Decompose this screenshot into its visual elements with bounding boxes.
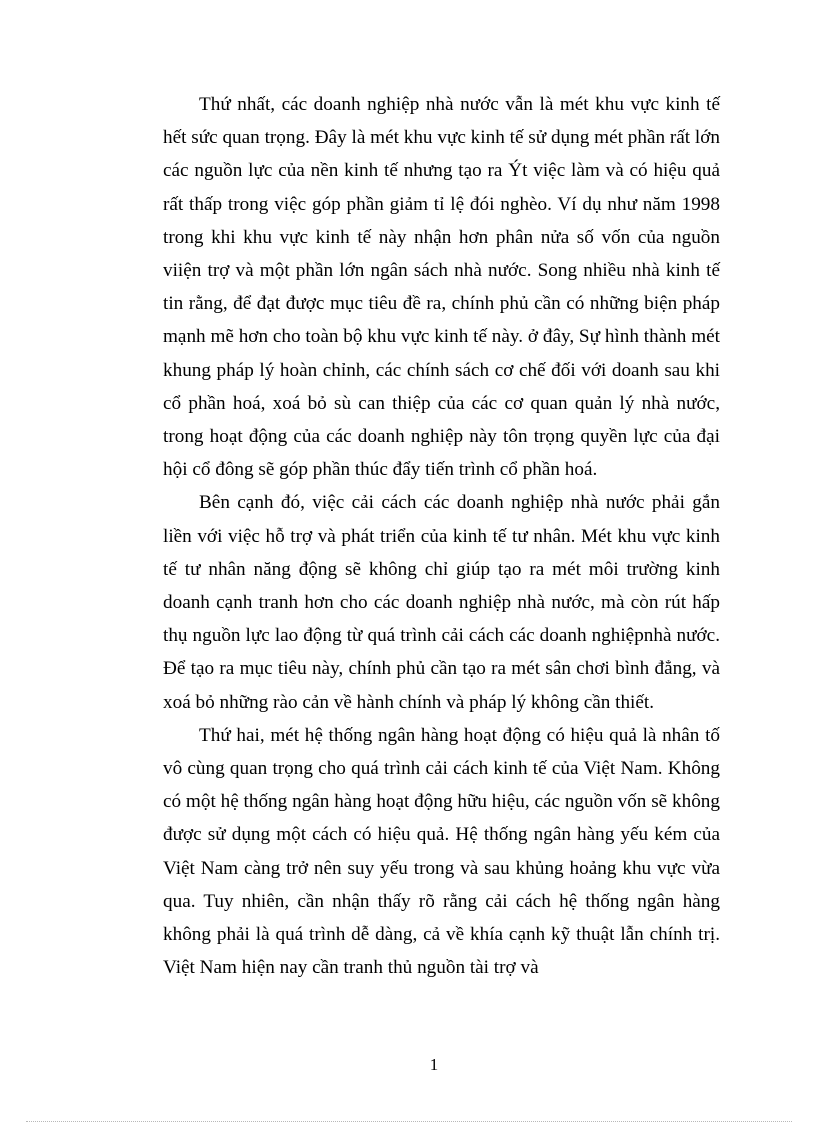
page-number: 1	[429, 1055, 439, 1074]
paragraph-3: Thứ hai, mét hệ thống ngân hàng hoạt động có hiệu quả là nhân tố vô cùng quan trọng cho quá trình cải cách kinh tế của Việt Nam. Không có một hệ thống ngân hàng hoạt động hữu hiệu, các nguồn vốn sẽ không được sử dụng một cách có hiệu quả. Hệ thống ngân hàng yếu kém của Việt Nam càng trở nên suy yếu trong và sau khủng hoảng khu vực vừa qua. Tuy nhiên, cần nhận thấy rõ rằng cải cách hệ thống ngân hàng không phải là quá trình dễ dàng, cả về khía cạnh kỹ thuật lẫn chính trị. Việt Nam hiện nay cần tranh thủ nguồn tài trợ và	[163, 724, 720, 979]
paragraph-2: Bên cạnh đó, việc cải cách các doanh nghiệp nhà nước phải gắn liền với việc hỗ trợ và phát triển của kinh tế tư nhân. Mét khu vực kinh tế tư nhân năng động sẽ không chỉ giúp tạo ra mét môi trường kinh doanh cạnh tranh hơn cho các doanh nghiệp nhà nước, mà còn rút hấp thụ nguồn lực lao động từ quá trình cải cách các doanh nghiệpnhà nước. Để tạo ra mục tiêu này, chính phủ cần tạo ra mét sân chơi bình đẳng, và xoá bỏ những rào cản về hành chính và pháp lý không cần thiết.	[163, 492, 720, 713]
paragraph-1: Thứ nhất, các doanh nghiệp nhà nước vẫn là mét khu vực kinh tế hết sức quan trọng. Đây là mét khu vực kinh tế sử dụng mét phần rất lớn các nguồn lực của nền kinh tế nhưng tạo ra Ýt việc làm và có hiệu quả rất thấp trong việc góp phần giảm tỉ lệ đói nghèo. Ví dụ như năm 1998 trong khi khu vực kinh tế này nhận hơn phân nửa số vốn của nguồn viiện trợ và một phần lớn ngân sách nhà nước. Song nhiều nhà kinh tế tin rằng, để đạt được mục tiêu đề ra, chính phủ cần có những biện pháp mạnh mẽ hơn cho toàn bộ khu vực kinh tế này. ở đây, Sự hình thành mét khung pháp lý hoàn chỉnh, các chính sách cơ chế đối với doanh sau khi cổ phần hoá, xoá bỏ sù can thiệp của các cơ quan quản lý nhà nước, trong hoạt động của các doanh nghiệp này tôn trọng quyền lực của đại hội cổ đông sẽ góp phần thúc đẩy tiến trình cổ phần hoá.	[163, 94, 720, 481]
page-bottom-border	[26, 1121, 792, 1122]
body-text	[163, 88, 720, 984]
